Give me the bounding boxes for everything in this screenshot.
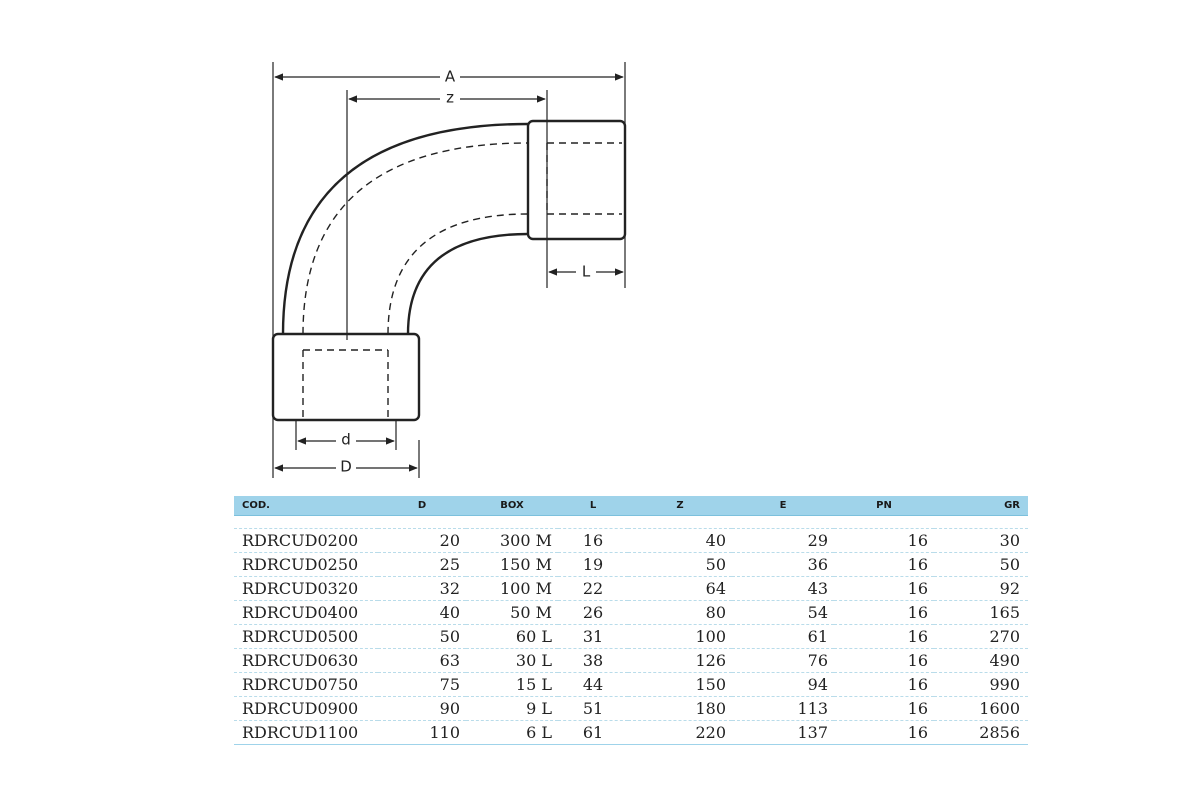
cell-l: 61	[558, 721, 628, 745]
table-row	[234, 529, 1028, 553]
cell-z: 150	[628, 673, 732, 697]
cell-box: 60 L	[466, 625, 558, 649]
cell-pn: 16	[834, 577, 934, 601]
cell-box: 15 L	[466, 673, 558, 697]
cell-gr: 30	[934, 529, 1028, 553]
cell-cod: RDRCUD0320	[234, 577, 378, 601]
table-header-row	[234, 496, 1028, 516]
table-row	[234, 577, 1028, 601]
cell-box: 30 L	[466, 649, 558, 673]
bottom-socket	[273, 334, 419, 420]
cell-gr: 490	[934, 649, 1028, 673]
cell-z: 180	[628, 697, 732, 721]
cell-z: 64	[628, 577, 732, 601]
cell-gr: 165	[934, 601, 1028, 625]
cell-l: 51	[558, 697, 628, 721]
cell-d: 63	[378, 649, 466, 673]
dimension-a-label: A	[444, 67, 456, 86]
cell-pn: 16	[834, 649, 934, 673]
cell-l: 19	[558, 553, 628, 577]
spacer-cell	[234, 516, 1028, 529]
cell-cod: RDRCUD0400	[234, 601, 378, 625]
cell-d: 50	[378, 625, 466, 649]
cell-box: 300 M	[466, 529, 558, 553]
table-row	[234, 601, 1028, 625]
cell-d: 32	[378, 577, 466, 601]
cell-e: 113	[732, 697, 834, 721]
table-row	[234, 721, 1028, 745]
cell-cod: RDRCUD0630	[234, 649, 378, 673]
table-body	[234, 516, 1028, 745]
bore-lines	[303, 143, 622, 418]
table-row	[234, 697, 1028, 721]
cell-z: 126	[628, 649, 732, 673]
cell-d: 40	[378, 601, 466, 625]
table-spacer-row	[234, 516, 1028, 529]
header-z: Z	[628, 496, 732, 516]
dimension-l-label: L	[581, 262, 591, 281]
cell-pn: 16	[834, 601, 934, 625]
cell-cod: RDRCUD0250	[234, 553, 378, 577]
cell-pn: 16	[834, 529, 934, 553]
cell-d: 110	[378, 721, 466, 745]
cell-gr: 92	[934, 577, 1028, 601]
cell-cod: RDRCUD0750	[234, 673, 378, 697]
cell-e: 36	[732, 553, 834, 577]
cell-d: 20	[378, 529, 466, 553]
cell-d: 75	[378, 673, 466, 697]
cell-l: 26	[558, 601, 628, 625]
table-row	[234, 553, 1028, 577]
cell-e: 29	[732, 529, 834, 553]
right-socket	[528, 121, 625, 239]
cell-e: 76	[732, 649, 834, 673]
bend-body	[283, 124, 528, 334]
cell-z: 220	[628, 721, 732, 745]
specification-table	[234, 496, 1028, 745]
header-d: D	[378, 496, 466, 516]
cell-cod: RDRCUD0900	[234, 697, 378, 721]
header-pn: PN	[834, 496, 934, 516]
cell-gr: 990	[934, 673, 1028, 697]
cell-e: 94	[732, 673, 834, 697]
cell-l: 44	[558, 673, 628, 697]
table-row	[234, 673, 1028, 697]
dimension-d-outer-label: D	[340, 457, 352, 476]
cell-pn: 16	[834, 625, 934, 649]
cell-l: 22	[558, 577, 628, 601]
cell-e: 43	[732, 577, 834, 601]
cell-e: 61	[732, 625, 834, 649]
table-row	[234, 625, 1028, 649]
cell-box: 9 L	[466, 697, 558, 721]
cell-gr: 1600	[934, 697, 1028, 721]
header-cod: COD.	[234, 496, 378, 516]
cell-l: 31	[558, 625, 628, 649]
extension-lines	[273, 62, 625, 478]
dimension-z-label: z	[446, 88, 454, 107]
cell-box: 6 L	[466, 721, 558, 745]
table-row	[234, 649, 1028, 673]
cell-gr: 2856	[934, 721, 1028, 745]
dimension-lines	[275, 77, 623, 468]
cell-z: 50	[628, 553, 732, 577]
cell-gr: 50	[934, 553, 1028, 577]
cell-l: 38	[558, 649, 628, 673]
cell-cod: RDRCUD0500	[234, 625, 378, 649]
cell-gr: 270	[934, 625, 1028, 649]
cell-z: 100	[628, 625, 732, 649]
cell-pn: 16	[834, 697, 934, 721]
cell-pn: 16	[834, 721, 934, 745]
cell-box: 150 M	[466, 553, 558, 577]
cell-pn: 16	[834, 673, 934, 697]
dimension-d-inner-label: d	[341, 430, 351, 449]
cell-cod: RDRCUD1100	[234, 721, 378, 745]
cell-e: 137	[732, 721, 834, 745]
cell-box: 100 M	[466, 577, 558, 601]
cell-z: 40	[628, 529, 732, 553]
cell-pn: 16	[834, 553, 934, 577]
cell-box: 50 M	[466, 601, 558, 625]
cell-d: 90	[378, 697, 466, 721]
header-l: L	[558, 496, 628, 516]
header-e: E	[732, 496, 834, 516]
header-box: BOX	[466, 496, 558, 516]
cell-cod: RDRCUD0200	[234, 529, 378, 553]
cell-z: 80	[628, 601, 732, 625]
cell-d: 25	[378, 553, 466, 577]
cell-e: 54	[732, 601, 834, 625]
header-gr: GR	[934, 496, 1028, 516]
cell-l: 16	[558, 529, 628, 553]
